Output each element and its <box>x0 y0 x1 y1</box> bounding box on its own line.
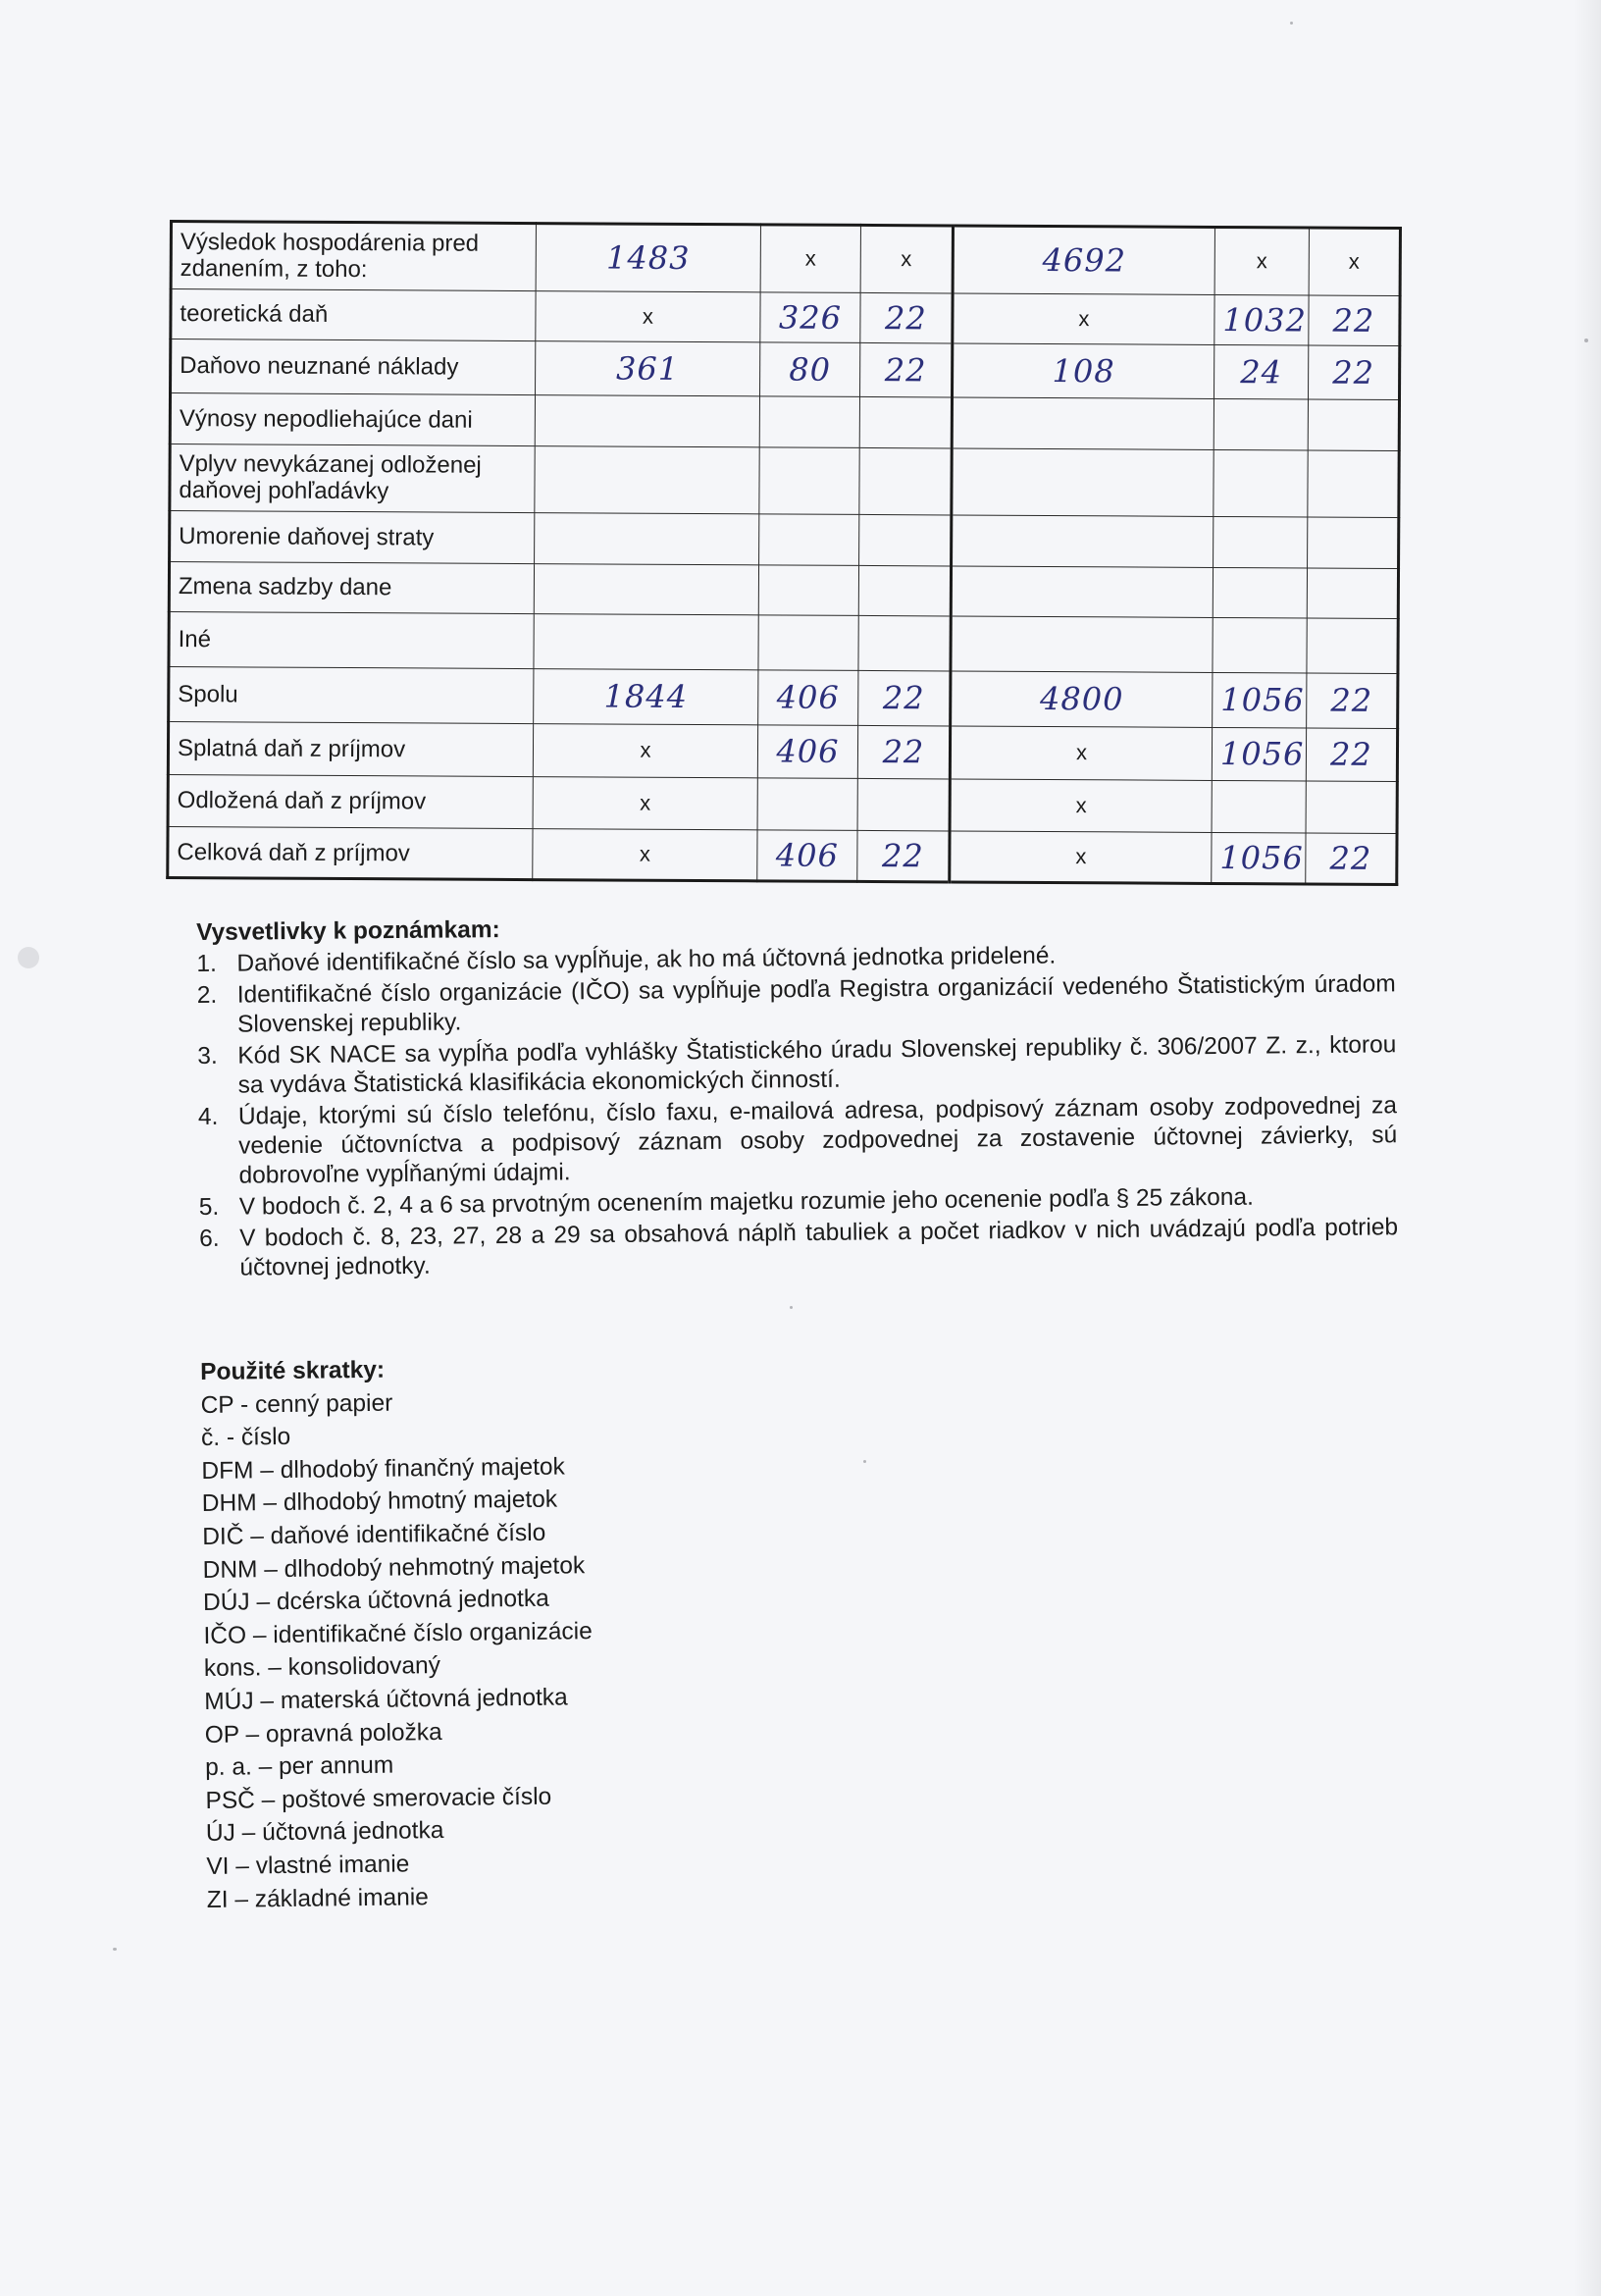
table-cell-c3 <box>857 778 950 831</box>
table-row <box>171 339 1400 400</box>
abbreviations-title: Použité skratky: <box>200 1356 386 1385</box>
table-cell-c5: 1056 <box>1213 673 1307 728</box>
note-text: V bodoch č. 8, 23, 27, 28 a 29 sa obsahová náplň tabuliek a počet riadkov v nich uvádzajú podľa potrieb účtovnej jednotky. <box>239 1214 1399 1281</box>
table-cell-c5 <box>1213 567 1307 618</box>
row-label: teoretická daň <box>171 288 536 340</box>
table-cell-c2 <box>759 514 859 565</box>
notes-list <box>196 938 1398 1283</box>
scan-speck <box>863 1460 866 1463</box>
table-cell-c3 <box>858 616 951 671</box>
table-cell-c4 <box>951 616 1213 672</box>
table-cell-c1: 1844 <box>534 669 758 725</box>
table-cell-c5: 1032 <box>1214 294 1309 344</box>
row-label: Spolu <box>169 667 534 724</box>
row-label: Splatná daň z príjmov <box>168 721 533 776</box>
table-cell-c5: 1056 <box>1212 727 1306 780</box>
table-cell-c3 <box>859 447 952 514</box>
table-cell-c4 <box>951 566 1213 618</box>
scan-speck <box>18 947 39 968</box>
table-cell-c5 <box>1214 399 1308 450</box>
abbreviation-item: PSČ – poštové smerovacie číslo <box>205 1783 552 1814</box>
note-number: 2. <box>196 981 218 1009</box>
table-cell-c2: 406 <box>757 830 857 881</box>
abbreviation-item: ZI – základné imanie <box>206 1883 429 1913</box>
table-cell-c1: 1483 <box>536 224 760 292</box>
table-cell-c4 <box>952 448 1214 516</box>
note-item <box>198 1091 1398 1191</box>
table-cell-c5 <box>1212 780 1306 833</box>
table-cell-c4 <box>952 515 1214 567</box>
table-row <box>171 288 1400 345</box>
table-cell-c3 <box>859 514 952 565</box>
table-cell-c2 <box>759 447 859 514</box>
note-number: 4. <box>197 1103 219 1130</box>
explanatory-notes <box>196 907 1399 1285</box>
row-label: Daňovo neuznané náklady <box>171 339 536 395</box>
table-cell-c2 <box>758 564 858 615</box>
table-row <box>168 721 1397 781</box>
abbreviations-list <box>200 1381 894 1916</box>
abbreviation-item: DNM – dlhodobý nehmotný majetok <box>202 1551 586 1584</box>
table-cell-c4: x <box>950 831 1212 883</box>
scan-speck <box>1584 339 1588 342</box>
abbreviation-item: DFM – dlhodobý finančný majetok <box>201 1453 565 1485</box>
tax-table-grid <box>166 220 1402 886</box>
table-cell-c2: 406 <box>758 670 858 725</box>
table-cell-c4: x <box>950 726 1212 780</box>
table-cell-c2: x <box>760 225 860 292</box>
table-cell-c3: 22 <box>860 342 953 397</box>
abbreviation-item: ÚJ – účtovná jednotka <box>205 1817 444 1848</box>
table-cell-c4: x <box>950 778 1212 832</box>
abbreviation-item: MÚJ – materská účtovná jednotka <box>204 1684 568 1715</box>
table-cell-c4: 108 <box>952 343 1214 399</box>
row-label: Zmena sadzby dane <box>169 561 534 614</box>
table-cell-c4: x <box>953 293 1214 344</box>
table-cell-c6 <box>1308 450 1399 517</box>
table-row <box>171 222 1400 296</box>
page-edge-shadow <box>1574 0 1601 2296</box>
abbreviations-section <box>200 1347 894 1916</box>
table-cell-c6 <box>1307 568 1398 619</box>
table-row <box>170 510 1399 568</box>
scan-speck <box>113 1948 117 1951</box>
table-cell-c6 <box>1308 399 1399 450</box>
row-label: Výnosy nepodliehajúce dani <box>170 393 535 446</box>
table-cell-c4 <box>952 397 1214 449</box>
row-label: Odložená daň z príjmov <box>168 774 533 829</box>
table-row <box>168 827 1397 885</box>
table-cell-c4: 4800 <box>951 671 1213 727</box>
table-cell-c1 <box>534 614 758 670</box>
row-label: Výsledok hospodárenia pred zdanením, z toho: <box>171 222 536 291</box>
note-item <box>197 969 1397 1040</box>
table-row <box>170 393 1399 451</box>
abbreviation-item: DÚJ – dcérska účtovná jednotka <box>202 1585 549 1617</box>
table-cell-c6: 22 <box>1309 295 1400 345</box>
table-cell-c5: 1056 <box>1212 833 1306 884</box>
row-label: Iné <box>169 612 534 669</box>
abbreviation-item: IČO – identifikačné číslo organizácie <box>203 1617 593 1649</box>
table-cell-c2 <box>758 615 858 670</box>
table-cell-c3: x <box>860 225 953 292</box>
note-text: Údaje, ktorými sú číslo telefónu, číslo faxu, e-mailová adresa, podpisový záznam osoby zodpovednej za vedenie účtovníctva a podpisový záznam osoby zodpovednej za zostavenie účtovnej závierky, sú dobrovoľne vypĺňanými údajmi. <box>237 1092 1398 1189</box>
table-cell-c1: x <box>533 829 757 881</box>
abbreviation-item: DHM – dlhodobý hmotný majetok <box>201 1486 558 1518</box>
table-cell-c3 <box>858 565 951 616</box>
table-cell-c6: 22 <box>1306 728 1397 781</box>
note-number: 3. <box>197 1042 218 1070</box>
table-cell-c1 <box>534 563 758 615</box>
table-cell-c5: x <box>1214 227 1309 294</box>
table-cell-c3: 22 <box>858 670 951 725</box>
table-cell-c1 <box>535 513 759 565</box>
note-text: Kód SK NACE sa vypĺňa podľa vyhlášky Štatistického úradu Slovenskej republiky č. 306/2007 Z. z., ktorou sa vydáva Štatistická klasifikácia ekonomických činností. <box>237 1031 1397 1099</box>
table-cell-c6 <box>1308 517 1399 568</box>
abbreviation-item: p. a. – per annum <box>204 1751 394 1782</box>
table-cell-c6: x <box>1309 228 1400 295</box>
note-text: Daňové identifikačné číslo sa vypĺňuje, ak ho má účtovná jednotka pridelené. <box>236 942 1057 977</box>
table-cell-c6: 22 <box>1307 673 1398 728</box>
scan-speck <box>1290 22 1293 25</box>
table-cell-c3: 22 <box>860 292 953 342</box>
table-row <box>169 561 1398 619</box>
note-number: 6. <box>199 1225 220 1252</box>
table-cell-c5 <box>1213 618 1307 673</box>
row-label: Umorenie daňovej straty <box>170 510 535 563</box>
table-row <box>169 612 1398 674</box>
abbreviation-item: OP – opravná položka <box>204 1718 442 1748</box>
note-item <box>199 1213 1399 1283</box>
note-number: 5. <box>198 1193 220 1221</box>
note-number: 1. <box>196 950 218 977</box>
table-cell-c2 <box>759 396 859 447</box>
table-row <box>168 774 1397 834</box>
table-cell-c3 <box>859 397 952 448</box>
table-cell-c1: x <box>536 291 760 342</box>
table-cell-c3: 22 <box>857 831 950 882</box>
note-text: V bodoch č. 2, 4 a 6 sa prvotným ocenením majetku rozumie jeho ocenenie podľa § 25 zákona. <box>238 1183 1254 1221</box>
tax-table-body <box>168 222 1401 885</box>
table-cell-c4: 4692 <box>953 226 1214 294</box>
table-cell-c1: x <box>533 776 757 830</box>
abbreviation-item: CP - cenný papier <box>200 1389 393 1419</box>
table-cell-c1 <box>535 446 759 514</box>
notes-title: Vysvetlivky k poznámkam: <box>196 916 500 946</box>
table-cell-c2 <box>757 777 857 830</box>
table-row <box>169 667 1398 729</box>
income-tax-reconciliation-table <box>166 220 1399 886</box>
table-cell-c6: 22 <box>1308 345 1399 400</box>
table-cell-c5 <box>1214 449 1308 516</box>
abbreviation-item: VI – vlastné imanie <box>206 1851 410 1880</box>
table-cell-c2: 80 <box>760 341 860 396</box>
table-cell-c1: 361 <box>536 340 760 396</box>
table-cell-c6 <box>1307 618 1398 673</box>
row-label: Celková daň z príjmov <box>168 827 533 880</box>
table-row <box>170 444 1399 518</box>
note-item <box>197 1030 1397 1101</box>
note-text: Identifikačné číslo organizácie (IČO) sa vypĺňuje podľa Registra organizácií vedeného Štatistickým úradom Slovenskej republiky. <box>236 970 1396 1038</box>
scan-speck <box>790 1306 793 1309</box>
row-label: Vplyv nevykázanej odloženej daňovej pohľadávky <box>170 444 535 513</box>
abbreviation-item: č. - číslo <box>200 1424 291 1452</box>
abbreviation-item: DIČ – daňové identifikačné číslo <box>202 1519 546 1550</box>
table-cell-c6 <box>1306 781 1397 834</box>
table-cell-c1: x <box>533 723 757 777</box>
table-cell-c3: 22 <box>857 725 950 778</box>
table-cell-c6: 22 <box>1306 833 1397 884</box>
table-cell-c5: 24 <box>1214 344 1308 399</box>
abbreviation-item: kons. – konsolidovaný <box>203 1652 441 1683</box>
table-cell-c2: 326 <box>760 292 860 342</box>
table-cell-c2: 406 <box>757 725 857 778</box>
table-cell-c1 <box>535 395 759 447</box>
table-cell-c5 <box>1214 516 1308 567</box>
